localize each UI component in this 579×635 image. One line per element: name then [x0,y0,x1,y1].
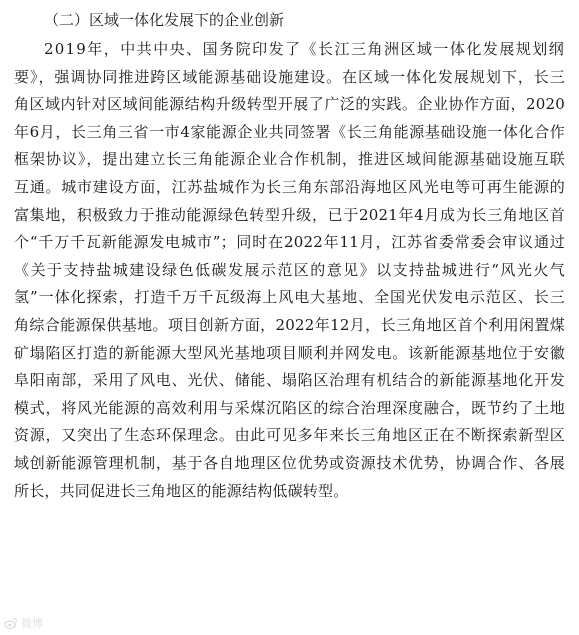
paragraph-line: 框架协议》，提出建立长三角能源企业合作机制，推进区域间能源基础设施互联 [14,150,565,169]
paragraph-line: 所长，共同促进长三角地区的能源结构低碳转型。 [14,481,349,500]
paragraph-line: 阜阳南部，采用了风电、光伏、储能、塌陷区治理有机结合的新能源基地化开发 [14,371,565,390]
paragraph-line: 角综合能源保供基地。项目创新方面，2022年12月，长三角地区首个利用闲置煤 [14,315,565,334]
paragraph-line: 模式，将风光能源的高效利用与采煤沉陷区的综合治理深度融合，既节约了土地 [14,398,565,417]
paragraph-line: 互通。城市建设方面，江苏盐城作为长三角东部沿海地区风光电等可再生能源的 [14,177,565,196]
section-heading: （二）区域一体化发展下的企业创新 [44,11,285,29]
watermark-text: 微博 [21,617,43,630]
paragraph-line: 年6月，长三角三省一市4家能源企业共同签署《长三角能源基础设施一体化合作 [14,122,565,141]
paragraph-line: 2019年，中共中央、国务院印发了《长江三角洲区域一体化发展规划纲 [44,40,565,58]
paragraph-line: 《关于支持盐城建设绿色低碳发展示范区的意见》以支持盐城进行“风光火气 [14,260,565,279]
paragraph-line: 资源，又突出了生态环保理念。由此可见多年来长三角地区正在不断探索新型区 [14,426,565,445]
paragraph-line: 富集地，积极致力于推动能源绿色转型升级，已于2021年4月成为长三角地区首 [14,205,565,224]
paragraph-line: 氢”一体化探索，打造千万千瓦级海上风电大基地、全国光伏发电示范区、长三 [14,288,565,307]
paragraph-line: 矿塌陷区打造的新能源大型风光基地项目顺利并网发电。该新能源基地位于安徽 [14,343,565,362]
paragraph-line: 角区域内针对区域间能源结构升级转型开展了广泛的实践。企业协作方面，2020 [14,95,565,114]
body-paragraph [14,36,565,505]
paragraph-line: 域创新能源管理机制，基于各自地理区位优势或资源技术优势，协调合作、各展 [14,453,565,472]
paragraph-line: 要》，强调协同推进跨区域能源基础设施建设。在区域一体化发展规划下，长三 [14,67,565,86]
watermark [4,615,43,631]
weibo-logo-icon [4,616,18,630]
paragraph-line: 个“千万千瓦新能源发电城市”；同时在2022年11月，江苏省委常委会审议通过 [14,233,565,252]
